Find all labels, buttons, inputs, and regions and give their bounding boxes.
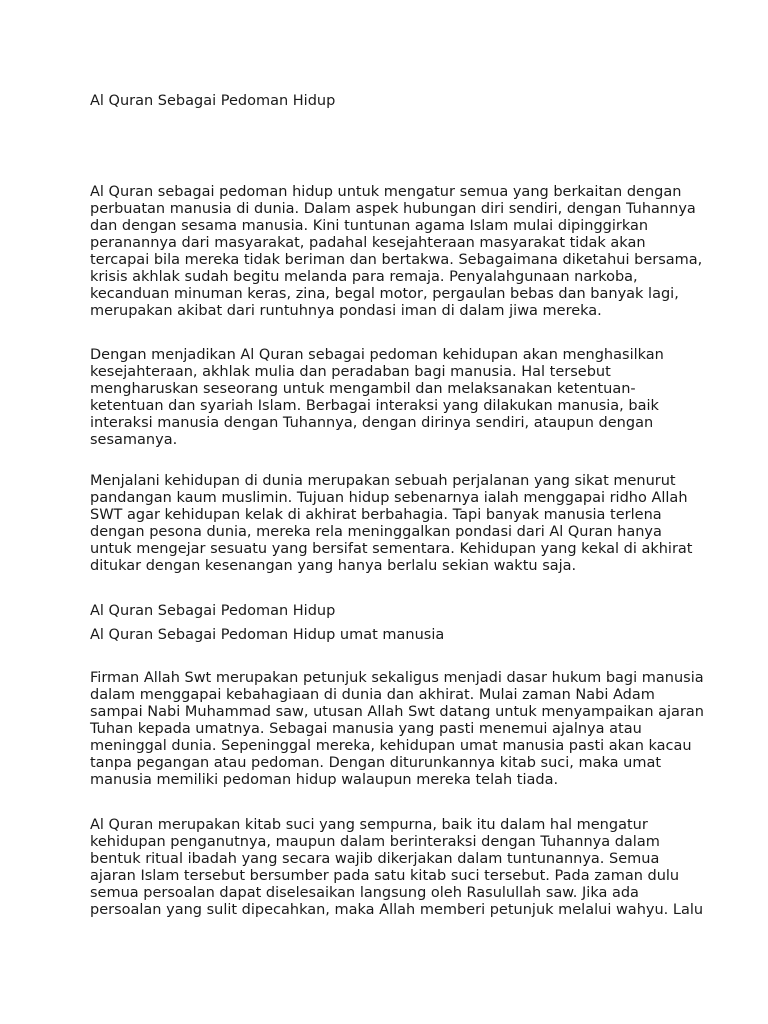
text-line: Tuhan kepada umatnya. Sebagai manusia yang pasti menemui ajalnya atau <box>90 721 642 737</box>
text-line: sesamanya. <box>90 432 178 448</box>
text-line: mengharuskan seseorang untuk mengambil dan melaksanakan ketentuan- <box>90 381 636 397</box>
text-line: kesejahteraan, akhlak mulia dan peradaban bagi manusia. Hal tersebut <box>90 364 611 380</box>
text-line: perbuatan manusia di dunia. Dalam aspek hubungan diri sendiri, dengan Tuhannya <box>90 201 696 217</box>
text-line: kecanduan minuman keras, zina, begal motor, pergaulan bebas dan banyak lagi, <box>90 286 679 302</box>
text-line: tercapai bila mereka tidak beriman dan bertakwa. Sebagaimana diketahui bersama, <box>90 252 703 268</box>
text-line: bentuk ritual ibadah yang secara wajib dikerjakan dalam tuntunannya. Semua <box>90 851 660 867</box>
paragraph-1 <box>90 184 703 320</box>
text-line: Dengan menjadikan Al Quran sebagai pedoman kehidupan akan menghasilkan <box>90 347 664 363</box>
paragraph-3 <box>90 473 693 575</box>
text-line: SWT agar kehidupan kelak di akhirat berbahagia. Tapi banyak manusia terlena <box>90 507 662 523</box>
paragraph-4 <box>90 670 704 789</box>
text-line: interaksi manusia dengan Tuhannya, dengan dirinya sendiri, ataupun dengan <box>90 415 654 431</box>
text-line: persoalan yang sulit dipecahkan, maka Allah memberi petunjuk melalui wahyu. Lalu <box>90 902 704 918</box>
section-subheading: Al Quran Sebagai Pedoman Hidup umat manusia <box>90 627 445 643</box>
text-line: ajaran Islam tersebut bersumber pada satu kitab suci tersebut. Pada zaman dulu <box>90 868 680 884</box>
text-line: ketentuan dan syariah Islam. Berbagai interaksi yang dilakukan manusia, baik <box>90 398 659 414</box>
text-line: untuk mengejar sesuatu yang bersifat sementara. Kehidupan yang kekal di akhirat <box>90 541 693 557</box>
text-line: semua persoalan dapat diselesaikan langsung oleh Rasulullah saw. Jika ada <box>90 885 639 901</box>
paragraph-5 <box>90 817 704 919</box>
paragraph-2 <box>90 347 690 449</box>
text-line: peranannya dari masyarakat, padahal kesejahteraan masyarakat tidak akan <box>90 235 646 251</box>
text-line: Al Quran sebagai pedoman hidup untuk mengatur semua yang berkaitan dengan <box>90 184 682 200</box>
text-line: meninggal dunia. Sepeninggal mereka, kehidupan umat manusia pasti akan kacau <box>90 738 692 754</box>
text-line: sampai Nabi Muhammad saw, utusan Allah Swt datang untuk menyampaikan ajaran <box>90 704 704 720</box>
text-line: Firman Allah Swt merupakan petunjuk sekaligus menjadi dasar hukum bagi manusia <box>90 670 704 686</box>
text-line: pandangan kaum muslimin. Tujuan hidup sebenarnya ialah menggapai ridho Allah <box>90 490 688 506</box>
text-line: merupakan akibat dari runtuhnya pondasi iman di dalam jiwa mereka. <box>90 303 602 319</box>
document-title: Al Quran Sebagai Pedoman Hidup <box>90 93 336 109</box>
text-line: dalam menggapai kebahagiaan di dunia dan akhirat. Mulai zaman Nabi Adam <box>90 687 655 703</box>
text-line: kehidupan penganutnya, maupun dalam berinteraksi dengan Tuhannya dalam <box>90 834 660 850</box>
section-heading: Al Quran Sebagai Pedoman Hidup <box>90 603 336 619</box>
text-line: dengan pesona dunia, mereka rela meninggalkan pondasi dari Al Quran hanya <box>90 524 662 540</box>
text-line: krisis akhlak sudah begitu melanda para remaja. Penyalahgunaan narkoba, <box>90 269 638 285</box>
text-line: Al Quran merupakan kitab suci yang sempurna, baik itu dalam hal mengatur <box>90 817 648 833</box>
text-line: Menjalani kehidupan di dunia merupakan sebuah perjalanan yang sikat menurut <box>90 473 676 489</box>
text-line: tanpa pegangan atau pedoman. Dengan diturunkannya kitab suci, maka umat <box>90 755 662 771</box>
text-line: dan dengan sesama manusia. Kini tuntunan agama Islam mulai dipinggirkan <box>90 218 649 234</box>
text-line: ditukar dengan kesenangan yang hanya berlalu sekian waktu saja. <box>90 558 577 574</box>
text-line: manusia memiliki pedoman hidup walaupun mereka telah tiada. <box>90 772 559 788</box>
